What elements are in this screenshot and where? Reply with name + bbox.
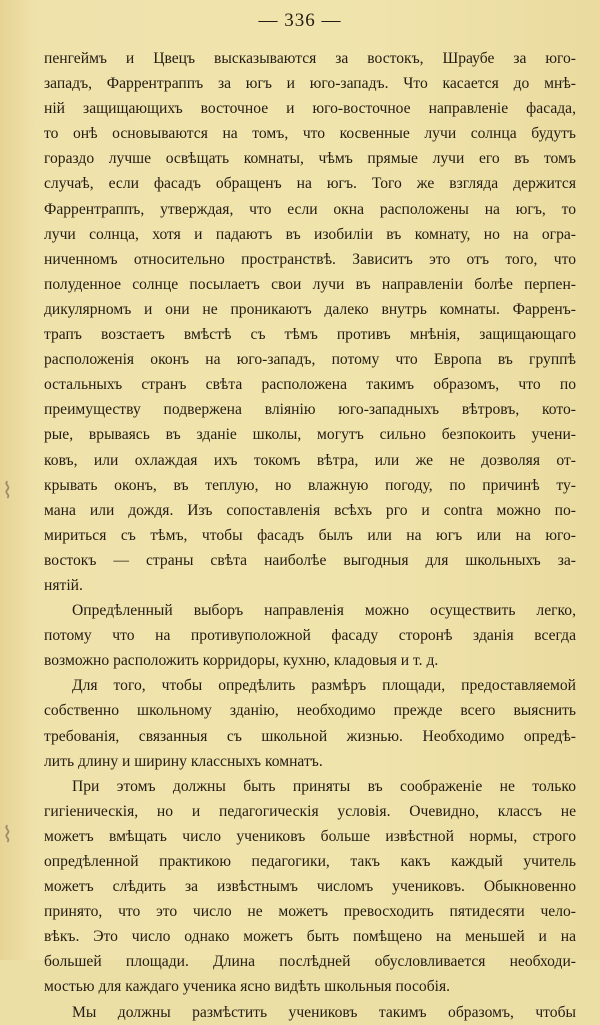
text-line: ковъ, или охлаждая ихъ токомъ вѣтра, или же не дозволяя от- — [44, 451, 576, 469]
text-line: остальныхъ странъ свѣта расположена такимъ образомъ, что по — [44, 376, 576, 394]
text-line: собственно школьному зданію, необходимо прежде всего выяснить — [44, 702, 576, 720]
text-line: принято, что это число не можетъ превосходить пятидесяти чело- — [44, 903, 576, 921]
text-line: возможно расположить корридоры, кухню, кладовыя и т. д. — [44, 652, 439, 670]
text-line: лучи солнца, хотя и падаютъ въ изобиліи въ комнату, но на огра- — [44, 225, 576, 243]
text-line: Опредѣленный выборъ направленія можно осуществить легко, — [72, 602, 576, 620]
margin-pencil-mark: ⌇ — [2, 478, 13, 503]
text-line: востокъ — страны свѣта наиболѣе выгодныя для школьныхъ за- — [44, 551, 576, 569]
text-line: расположенія оконъ на юго-западъ, потому что Европа въ группѣ — [44, 351, 576, 369]
text-line: мостью для каждаго ученика ясно видѣть школьныя пособія. — [44, 978, 451, 996]
text-line: гигіеническія, но и педагогическія условія. Очевидно, классъ не — [44, 802, 576, 820]
text-line: нятій. — [44, 576, 83, 594]
text-line: мириться съ тѣмъ, чтобы фасадъ былъ или на югъ или на юго- — [44, 526, 576, 544]
text-line: дикулярномъ и они не проникаютъ далеко внутрь комнаты. Фарренъ- — [44, 300, 576, 318]
margin-pencil-mark: ⌇ — [2, 822, 13, 847]
page-body — [44, 46, 576, 1025]
text-line: ній защищающихъ восточное и юго-восточное направленіе фасада, — [44, 100, 576, 118]
text-line: опредѣленной практикою педагогики, такъ какъ каждый учитель — [44, 853, 576, 870]
text-line: потому что на противуположной фасаду сторонѣ зданія всегда — [44, 627, 576, 645]
text-line: то онѣ основываются на томъ, что косвенные лучи солнца будутъ — [44, 125, 576, 143]
text-line: Для того, чтобы опредѣлить размѣръ площади, предоставляемой — [72, 677, 576, 695]
text-line: крывать оконъ, въ теплую, но влажную погоду, по причинѣ ту- — [44, 476, 576, 494]
text-line: требованія, связанныя съ школьной жизнью. Необходимо опредѣ- — [44, 727, 576, 745]
text-line: случаѣ, если фасадъ обращенъ на югъ. Того же взгляда держится — [44, 175, 576, 193]
text-line: лить длину и ширину классныхъ комнатъ. — [44, 752, 323, 770]
text-line: можетъ вмѣщать число учениковъ больше извѣстной нормы, строго — [44, 827, 576, 845]
page-number: — 336 — — [258, 10, 342, 31]
text-line: большей площади. Длина послѣдней обусловливается необходи- — [44, 953, 576, 971]
text-line: вѣкъ. Это число однако можетъ быть помѣщено на меньшей и на — [44, 928, 576, 946]
text-line: пенгеймъ и Цвецъ высказываются за востокъ, Шраубе за юго- — [44, 50, 576, 67]
text-line: трапъ возстаетъ вмѣстѣ съ тѣмъ противъ мнѣнія, защищающаго — [44, 326, 576, 344]
text-line: полуденное солнце посылаетъ свои лучи въ направленіи болѣе перпен- — [44, 275, 576, 293]
text-line: гораздо лучше освѣщать комнаты, чѣмъ прямые лучи его въ томъ — [44, 150, 576, 168]
text-line: можетъ слѣдить за извѣстнымъ числомъ учениковъ. Обыкновенно — [44, 878, 576, 896]
text-line: преимуществу подвержена вліянію юго-западныхъ вѣтровъ, кото- — [44, 401, 576, 419]
text-line: Фаррентраппъ, утверждая, что если окна расположены на югъ, то — [44, 200, 576, 218]
text-line: При этомъ должны быть приняты въ соображеніе не только — [72, 777, 576, 795]
text-line: мана или дождя. Изъ сопоставленія всѣхъ рго и contra можно по- — [44, 501, 576, 519]
text-line: западъ, Фаррентраппъ за югъ и юго-западъ. Что касается до мнѣ- — [44, 75, 576, 93]
text-line: рые, врываясь въ зданіе школы, могутъ сильно безпокоить учени- — [44, 426, 576, 444]
text-line: ниченномъ относительно пространствѣ. Зависитъ это отъ того, что — [44, 250, 576, 268]
text-line: Мы должны размѣстить учениковъ такимъ образомъ, чтобы — [72, 1003, 576, 1021]
